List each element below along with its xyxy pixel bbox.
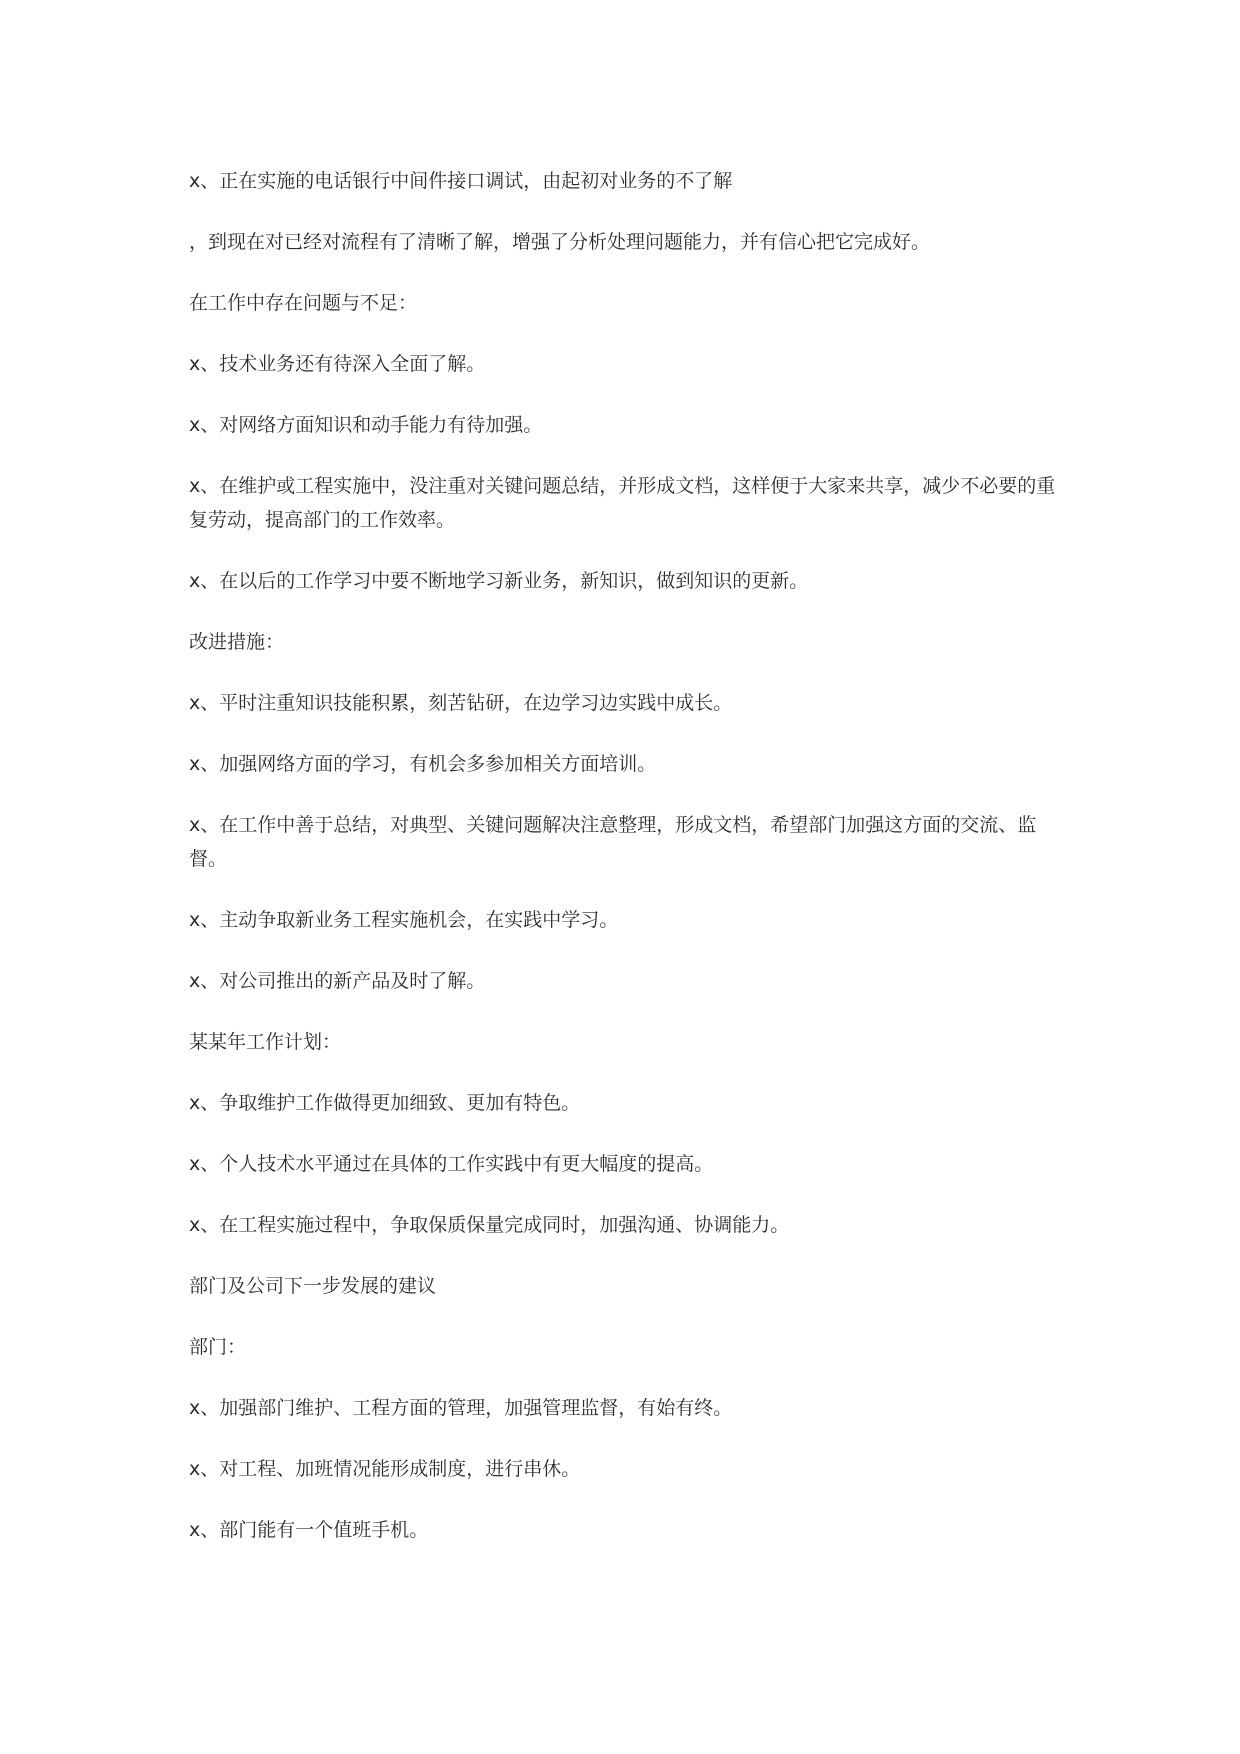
section-heading-suggestions: 部门及公司下一步发展的建议 xyxy=(189,1275,437,1297)
paragraph-5: x、对网络方面知识和动手能力有待加强。 xyxy=(189,414,543,436)
paragraph-4: x、技术业务还有待深入全面了解。 xyxy=(189,353,486,375)
paragraph-21: x、对工程、加班情况能形成制度，进行串休。 xyxy=(189,1458,581,1480)
paragraph-17: x、在工程实施过程中，争取保质保量完成同时，加强沟通、协调能力。 xyxy=(189,1214,790,1236)
paragraph-2: ，到现在对已经对流程有了清晰了解，增强了分析处理问题能力，并有信心把它完成好。 xyxy=(189,231,931,253)
document-body xyxy=(189,164,1059,1574)
paragraph-7: x、在以后的工作学习中要不断地学习新业务，新知识，做到知识的更新。 xyxy=(189,570,809,592)
section-heading-problems: 在工作中存在问题与不足： xyxy=(189,292,418,314)
paragraph-10: x、加强网络方面的学习，有机会多参加相关方面培训。 xyxy=(189,753,657,775)
paragraph-13: x、对公司推出的新产品及时了解。 xyxy=(189,970,486,992)
section-heading-work-plan: 某某年工作计划： xyxy=(189,1031,342,1053)
paragraph-20: x、加强部门维护、工程方面的管理，加强管理监督，有始有终。 xyxy=(189,1397,733,1419)
paragraph-12: x、主动争取新业务工程实施机会，在实践中学习。 xyxy=(189,909,619,931)
paragraph-11: x、在工作中善于总结，对典型、关键问题解决注意整理，形成文档，希望部门加强这方面的交流、监督。 xyxy=(189,814,1037,870)
paragraph-22: x、部门能有一个值班手机。 xyxy=(189,1519,429,1541)
paragraph-6: x、在维护或工程实施中，没注重对关键问题总结，并形成文档，这样便于大家来共享，减少不必要的重复劳动，提高部门的工作效率。 xyxy=(189,475,1056,531)
paragraph-9: x、平时注重知识技能积累，刻苦钻研，在边学习边实践中成长。 xyxy=(189,692,733,714)
paragraph-15: x、争取维护工作做得更加细致、更加有特色。 xyxy=(189,1092,581,1114)
section-heading-department: 部门： xyxy=(189,1336,247,1358)
section-heading-improvements: 改进措施： xyxy=(189,631,285,653)
paragraph-1: x、正在实施的电话银行中间件接口调试，由起初对业务的不了解 xyxy=(189,170,733,192)
paragraph-16: x、个人技术水平通过在具体的工作实践中有更大幅度的提高。 xyxy=(189,1153,714,1175)
